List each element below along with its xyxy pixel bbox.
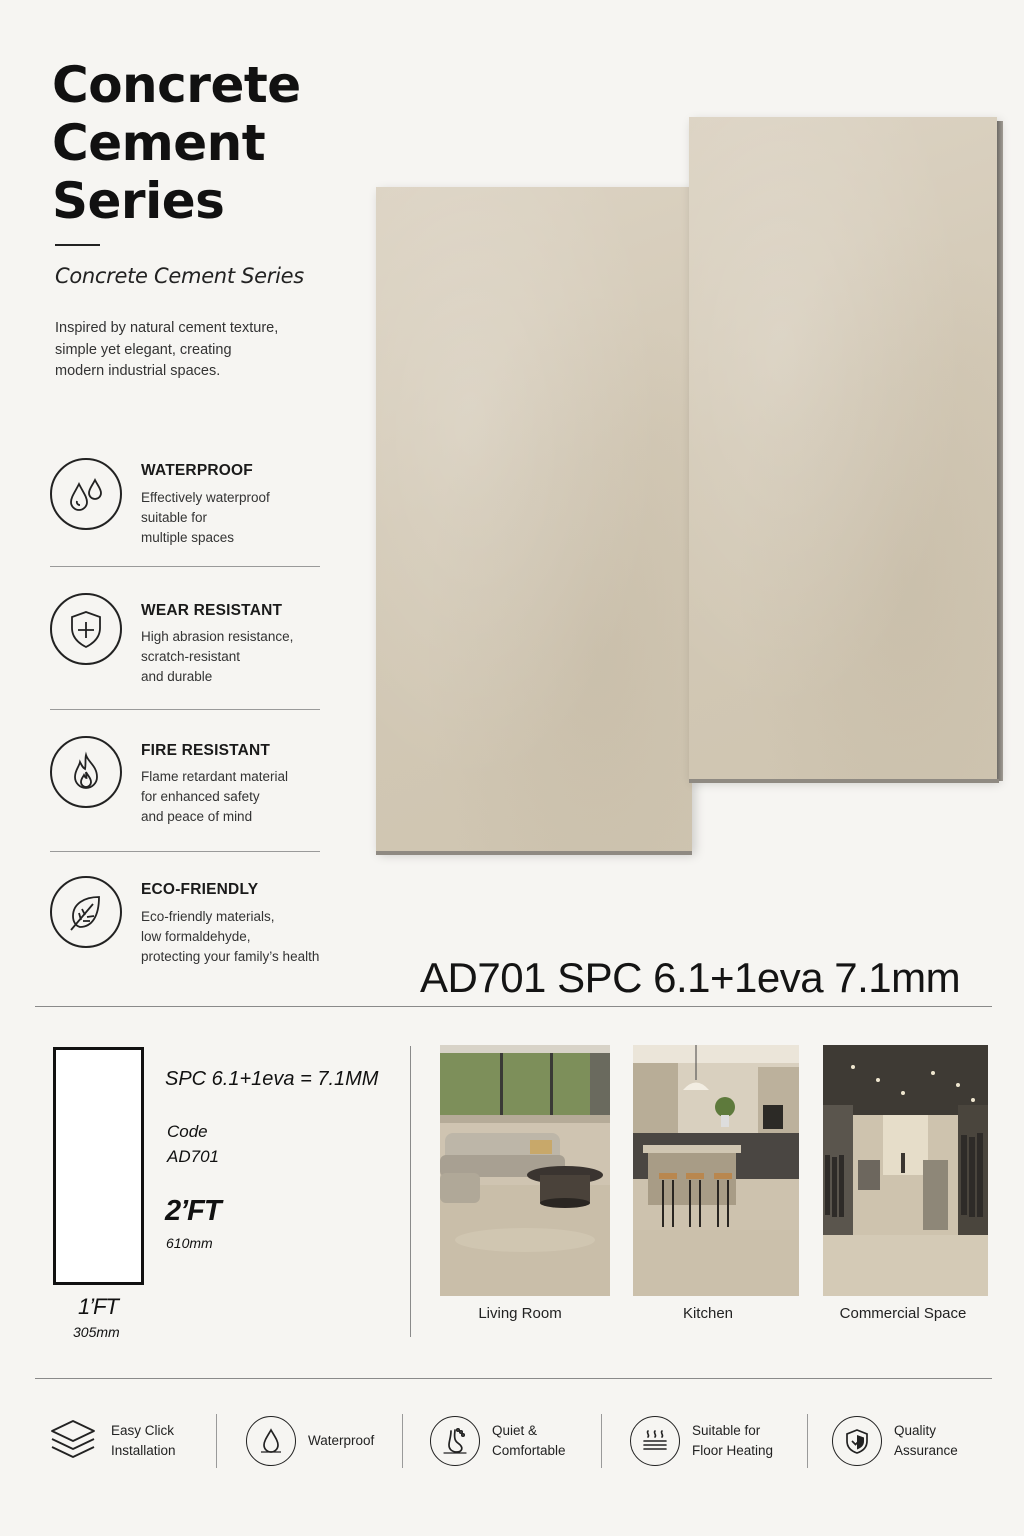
bar-line: Installation <box>111 1443 176 1458</box>
feature-divider <box>50 566 320 567</box>
bar-line: Assurance <box>894 1443 958 1458</box>
feature-eco-friendly <box>50 876 350 962</box>
feature-line: multiple spaces <box>141 530 235 545</box>
feature-line: High abrasion resistance, <box>141 629 294 644</box>
waterdrop-icon <box>246 1416 296 1466</box>
foot-icon <box>430 1416 480 1466</box>
feature-line: low formaldehyde, <box>141 929 251 944</box>
code-label: Code <box>167 1122 208 1141</box>
tile-edge <box>376 851 692 855</box>
feature-divider <box>50 851 320 852</box>
heating-icon <box>630 1416 680 1466</box>
feature-description <box>141 907 351 967</box>
bar-line: Suitable for <box>692 1423 761 1438</box>
length-mm: 610mm <box>166 1235 213 1251</box>
bar-divider <box>807 1414 808 1468</box>
bar-item-floor-heating <box>630 1410 773 1472</box>
section-divider <box>35 1378 992 1379</box>
bar-item-quiet <box>430 1410 566 1472</box>
tile-edge <box>689 779 999 783</box>
feature-line: and peace of mind <box>141 809 253 824</box>
bar-line: Easy Click <box>111 1423 175 1438</box>
living-room-photo <box>440 1045 610 1296</box>
feature-description <box>141 488 351 548</box>
title-line: Concrete <box>52 56 301 114</box>
bar-label <box>111 1421 176 1461</box>
feature-line: and durable <box>141 669 213 684</box>
bar-label <box>492 1421 566 1461</box>
bar-label <box>308 1431 374 1451</box>
shield-plus-icon <box>50 593 122 665</box>
bar-line: Waterproof <box>308 1433 375 1448</box>
commercial-space-photo <box>823 1045 988 1296</box>
vertical-divider <box>410 1046 411 1337</box>
code-value: AD701 <box>167 1147 219 1166</box>
thickness-spec: SPC 6.1+1eva = 7.1MM <box>165 1068 379 1090</box>
tile-edge <box>997 121 1003 781</box>
tile-left <box>376 187 694 856</box>
feature-description <box>141 767 351 827</box>
feature-wear-resistant <box>50 593 320 684</box>
feature-divider <box>50 709 320 710</box>
bar-label <box>894 1421 958 1461</box>
title-divider <box>55 244 100 246</box>
tile-surface <box>376 187 692 851</box>
title-line: Cement <box>52 114 266 172</box>
feature-line: for enhanced safety <box>141 789 260 804</box>
bar-divider <box>216 1414 217 1468</box>
bar-line: Quality <box>894 1423 937 1438</box>
feature-line: Flame retardant material <box>141 769 289 784</box>
room-caption: Commercial Space <box>839 1305 967 1322</box>
intro-line: modern industrial spaces. <box>55 363 221 379</box>
feature-title: WATERPROOF <box>141 462 253 479</box>
bar-item-waterproof <box>246 1410 374 1472</box>
subtitle: Concrete Cement Series <box>55 264 304 288</box>
plank-size-diagram <box>53 1047 144 1285</box>
flame-icon <box>50 736 122 808</box>
room-caption: Living Room <box>478 1305 562 1322</box>
feature-title: ECO-FRIENDLY <box>141 881 259 898</box>
bar-label <box>692 1421 773 1461</box>
intro-line: Inspired by natural cement texture, <box>55 320 279 336</box>
feature-fire-resistant <box>50 736 320 824</box>
room-caption: Kitchen <box>682 1305 734 1322</box>
feature-line: suitable for <box>141 510 208 525</box>
feature-line: scratch-resistant <box>141 649 241 664</box>
feature-title: WEAR RESISTANT <box>141 602 283 619</box>
section-divider <box>35 1006 992 1007</box>
tile-right <box>689 117 1005 785</box>
feature-description <box>141 627 351 687</box>
feature-line: protecting your family’s health <box>141 949 320 964</box>
feature-line: Effectively waterproof <box>141 490 270 505</box>
leaf-icon <box>50 876 122 948</box>
bar-item-quality <box>832 1410 958 1472</box>
intro-line: simple yet elegant, creating <box>55 341 232 358</box>
kitchen-photo <box>633 1045 799 1296</box>
layers-icon <box>47 1416 99 1466</box>
feature-line: Eco-friendly materials, <box>141 909 275 924</box>
bar-divider <box>402 1414 403 1468</box>
water-drops-icon <box>50 458 122 530</box>
length-ft: 2’FT <box>165 1195 221 1227</box>
intro-text <box>55 318 335 383</box>
bar-divider <box>601 1414 602 1468</box>
feature-title: FIRE RESISTANT <box>141 742 271 759</box>
width-mm: 305mm <box>73 1324 120 1340</box>
quality-shield-icon <box>832 1416 882 1466</box>
model-spec-heading: AD701 SPC 6.1+1eva 7.1mm <box>420 954 961 1001</box>
title-line: Series <box>52 172 225 230</box>
feature-waterproof <box>50 458 320 545</box>
bar-line: Quiet & <box>492 1423 538 1438</box>
bar-line: Floor Heating <box>692 1443 774 1458</box>
bar-line: Comfortable <box>492 1443 566 1458</box>
bar-item-easy-click <box>47 1410 176 1472</box>
width-ft: 1’FT <box>78 1294 118 1319</box>
tile-surface <box>689 117 997 779</box>
page-title <box>52 56 372 230</box>
